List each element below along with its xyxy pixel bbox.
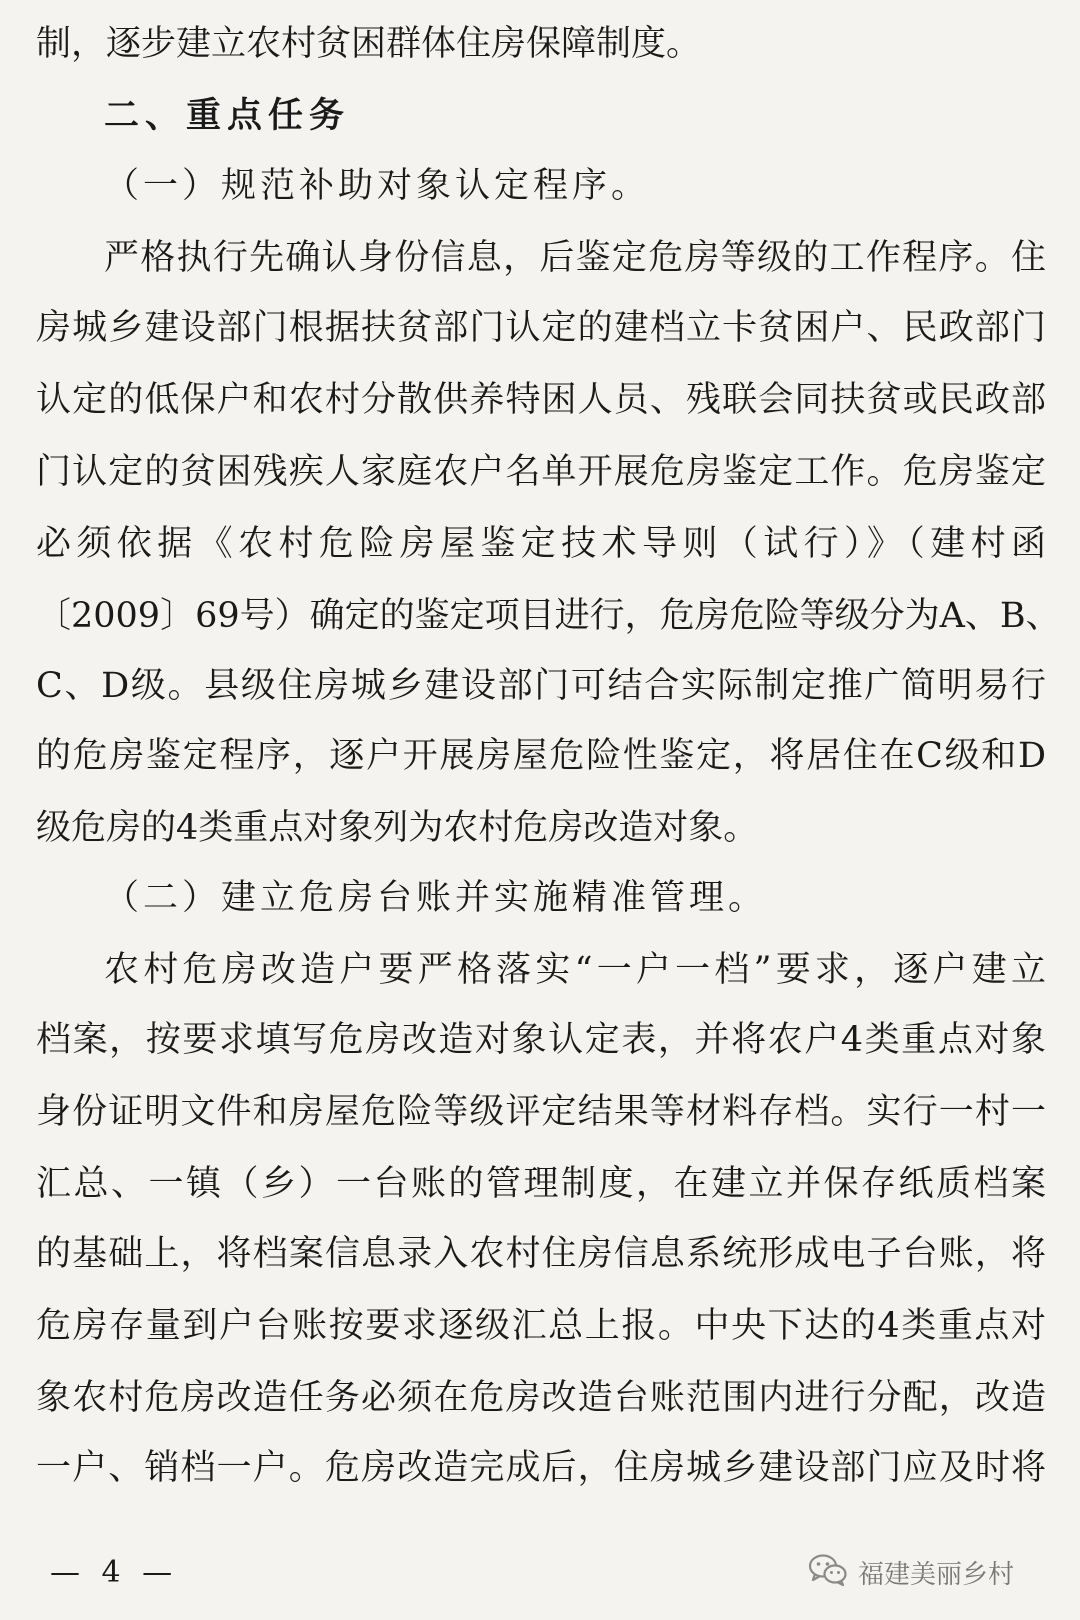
subsection-heading: （二）建立危房台账并实施精准管理。 (104, 878, 768, 918)
paragraph-line: 房城乡建设部门根据扶贫部门认定的建档立卡贫困户、民政部门 (36, 308, 1046, 348)
page-number: — 4 — (50, 1555, 179, 1590)
text-line: 制，逐步建立农村贫困群体住房保障制度。 (36, 24, 702, 64)
subsection-heading: （一）规范补助对象认定程序。 (104, 166, 651, 206)
section-heading: 二、重点任务 (104, 96, 351, 136)
paragraph-line: 的基础上，将档案信息录入农村住房信息系统形成电子台账，将 (36, 1234, 1046, 1274)
paragraph-line: 门认定的贫困残疾人家庭农户名单开展危房鉴定工作。危房鉴定 (36, 452, 1046, 492)
paragraph-line: 危房存量到户台账按要求逐级汇总上报。中央下达的4类重点对 (36, 1306, 1046, 1346)
paragraph-line: 象农村危房改造任务必须在危房改造台账范围内进行分配，改造 (36, 1378, 1046, 1418)
paragraph-line: 档案，按要求填写危房改造对象认定表，并将农户4类重点对象 (36, 1020, 1046, 1060)
paragraph-line: 身份证明文件和房屋危险等级评定结果等材料存档。实行一村一 (36, 1092, 1046, 1132)
wechat-icon (808, 1553, 848, 1591)
paragraph-line: 农村危房改造户要严格落实“一户一档”要求，逐户建立 (104, 950, 1046, 990)
paragraph-line: 认定的低保户和农村分散供养特困人员、残联会同扶贫或民政部 (36, 380, 1046, 420)
paragraph-line: 汇总、一镇（乡）一台账的管理制度，在建立并保存纸质档案 (36, 1164, 1046, 1204)
watermark (808, 1550, 1014, 1594)
watermark-text: 福建美丽乡村 (858, 1559, 1015, 1590)
paragraph-line: 必须依据《农村危险房屋鉴定技术导则（试行）》（建村函 (36, 524, 1046, 564)
paragraph-line: 〔2009〕69号）确定的鉴定项目进行，危房危险等级分为A、B、 (36, 596, 1061, 636)
paragraph-line: 一户、销档一户。危房改造完成后，住房城乡建设部门应及时将 (36, 1448, 1046, 1488)
paragraph-line: 的危房鉴定程序，逐户开展房屋危险性鉴定，将居住在C级和D (36, 736, 1046, 776)
paragraph-line: C、D级。县级住房城乡建设部门可结合实际制定推广简明易行 (36, 666, 1046, 706)
paragraph-line: 级危房的4类重点对象列为农村危房改造对象。 (36, 808, 759, 848)
paragraph-line: 严格执行先确认身份信息，后鉴定危房等级的工作程序。住 (104, 238, 1046, 278)
